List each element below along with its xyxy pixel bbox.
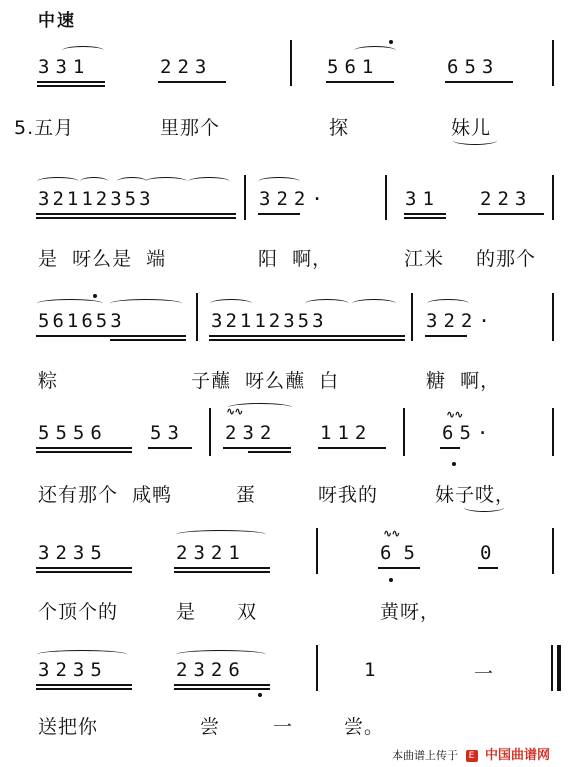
lyric: 糖 啊， (426, 370, 501, 392)
site-logo-text[interactable]: 中国曲谱网 (485, 748, 551, 763)
underline (174, 567, 270, 569)
underline (36, 571, 132, 573)
bar-line (403, 408, 405, 456)
underline (36, 213, 236, 215)
underline (36, 688, 132, 690)
note-group: 322· (259, 188, 329, 210)
underline (223, 447, 291, 449)
slur (176, 530, 266, 539)
bar-line (552, 408, 554, 456)
lyric: 一 (273, 716, 294, 738)
slur (80, 177, 108, 186)
note-group: 一 (474, 663, 500, 685)
bar-line (411, 293, 413, 341)
lyric: 里那个 (160, 117, 221, 139)
note-group: 31 (405, 188, 440, 210)
slur (145, 177, 187, 186)
slur (228, 403, 292, 412)
final-bar-line-thin (551, 645, 553, 691)
underline (37, 81, 105, 83)
site-logo-icon: E (466, 750, 478, 762)
underline (478, 567, 498, 569)
slur (176, 650, 266, 659)
underline (209, 339, 405, 341)
bar-line (552, 40, 554, 86)
lyric: 尝 (200, 716, 221, 738)
underline (36, 451, 132, 453)
note-group: 561 (327, 56, 380, 78)
bar-line (552, 528, 554, 574)
underline (36, 684, 132, 686)
note-group: 53 (150, 422, 185, 444)
lyric: 是 双 (176, 601, 267, 623)
underline (36, 567, 132, 569)
low-octave-dot (389, 578, 393, 582)
underline (248, 451, 291, 453)
lyric: 探 (329, 117, 350, 139)
underline (404, 213, 446, 215)
lyric: 妹儿 (451, 117, 492, 139)
slur (37, 177, 79, 186)
underline (404, 217, 446, 219)
low-octave-dot (258, 693, 262, 697)
note-group: 653 (447, 56, 500, 78)
note-group: 112 (320, 422, 373, 444)
lyric-slur (464, 503, 504, 512)
ornament-mark: ∿∿ (446, 408, 463, 421)
bar-line (196, 293, 198, 341)
note-group: 32112353 (211, 310, 327, 332)
underline (445, 81, 513, 83)
underline (209, 335, 405, 337)
bar-line (316, 528, 318, 574)
lyric: 黄呀， (380, 601, 441, 623)
note-group: 5556 (38, 422, 108, 444)
slur (37, 650, 127, 659)
slur (188, 177, 230, 186)
underline (110, 339, 186, 341)
lyric: 呀我的 (318, 484, 379, 506)
underline (326, 81, 394, 83)
tempo-marking: 中速 (38, 11, 76, 31)
lyric: 还有那个 咸鸭 (38, 484, 173, 506)
underline (258, 213, 300, 215)
underline (174, 684, 270, 686)
underline (425, 335, 467, 337)
high-octave-dot (93, 294, 97, 298)
slur (258, 177, 300, 186)
note-group: 1 (364, 659, 382, 681)
slur (305, 299, 349, 308)
note-group: 223 (480, 188, 533, 210)
slur (352, 299, 396, 308)
underline (174, 688, 270, 690)
note-group: 561653 (38, 310, 125, 332)
slur (210, 299, 252, 308)
underline (440, 447, 460, 449)
lyric: 江米 (404, 248, 445, 270)
note-group: 65· (442, 422, 495, 444)
underline (36, 447, 132, 449)
lyric: 尝。 (344, 716, 385, 738)
note-group: 232 (225, 422, 278, 444)
note-group: 2321 (176, 542, 246, 564)
note-group: 331 (38, 56, 91, 78)
bar-line (552, 175, 554, 220)
underline (36, 217, 236, 219)
lyric: 5.五月 (14, 117, 75, 139)
source-footer (392, 744, 550, 763)
note-group: 32112353 (38, 188, 154, 210)
slur (37, 299, 103, 308)
bar-line (552, 293, 554, 341)
underline (36, 335, 186, 337)
footer-text: 本曲谱上传于 (392, 749, 458, 762)
note-group: 2326 (176, 659, 246, 681)
slur (427, 299, 469, 308)
lyric: 的那个 (476, 248, 537, 270)
slur (62, 46, 104, 55)
note-group: 3235 (38, 659, 108, 681)
slur (117, 177, 147, 186)
lyric: 送把你 (38, 716, 99, 738)
lyric: 蘸 呀么蘸 白 (211, 370, 340, 392)
note-group: 322· (426, 310, 496, 332)
bar-line (244, 175, 246, 220)
lyric: 个顶个的 (38, 601, 119, 623)
note-group: 223 (160, 56, 213, 78)
lyric: 粽 子 (38, 370, 233, 392)
bar-line (385, 175, 387, 220)
final-bar-line-thick (557, 645, 561, 691)
low-octave-dot (452, 462, 456, 466)
bar-line (290, 40, 292, 86)
underline (318, 447, 386, 449)
lyric: 阳 啊， (258, 248, 333, 270)
lyric: 妹子哎， (435, 484, 516, 506)
note-group: 3235 (38, 542, 108, 564)
underline (478, 213, 544, 215)
note-group: 65 (380, 542, 427, 564)
underline (174, 571, 270, 573)
bar-line (316, 645, 318, 691)
ornament-mark: ∿∿ (383, 527, 400, 540)
underline (37, 85, 105, 87)
bar-line (209, 408, 211, 456)
slur (110, 299, 182, 308)
lyric-slur (453, 136, 497, 145)
lyric: 蛋 (236, 484, 257, 506)
slur (354, 46, 396, 55)
lyric: 是 呀么是 端 (38, 248, 167, 270)
underline (378, 567, 420, 569)
note-group: 0 (480, 542, 498, 564)
underline (158, 81, 226, 83)
ornament-mark: ∿∿ (226, 405, 243, 418)
underline (148, 447, 192, 449)
high-octave-dot (389, 40, 393, 44)
